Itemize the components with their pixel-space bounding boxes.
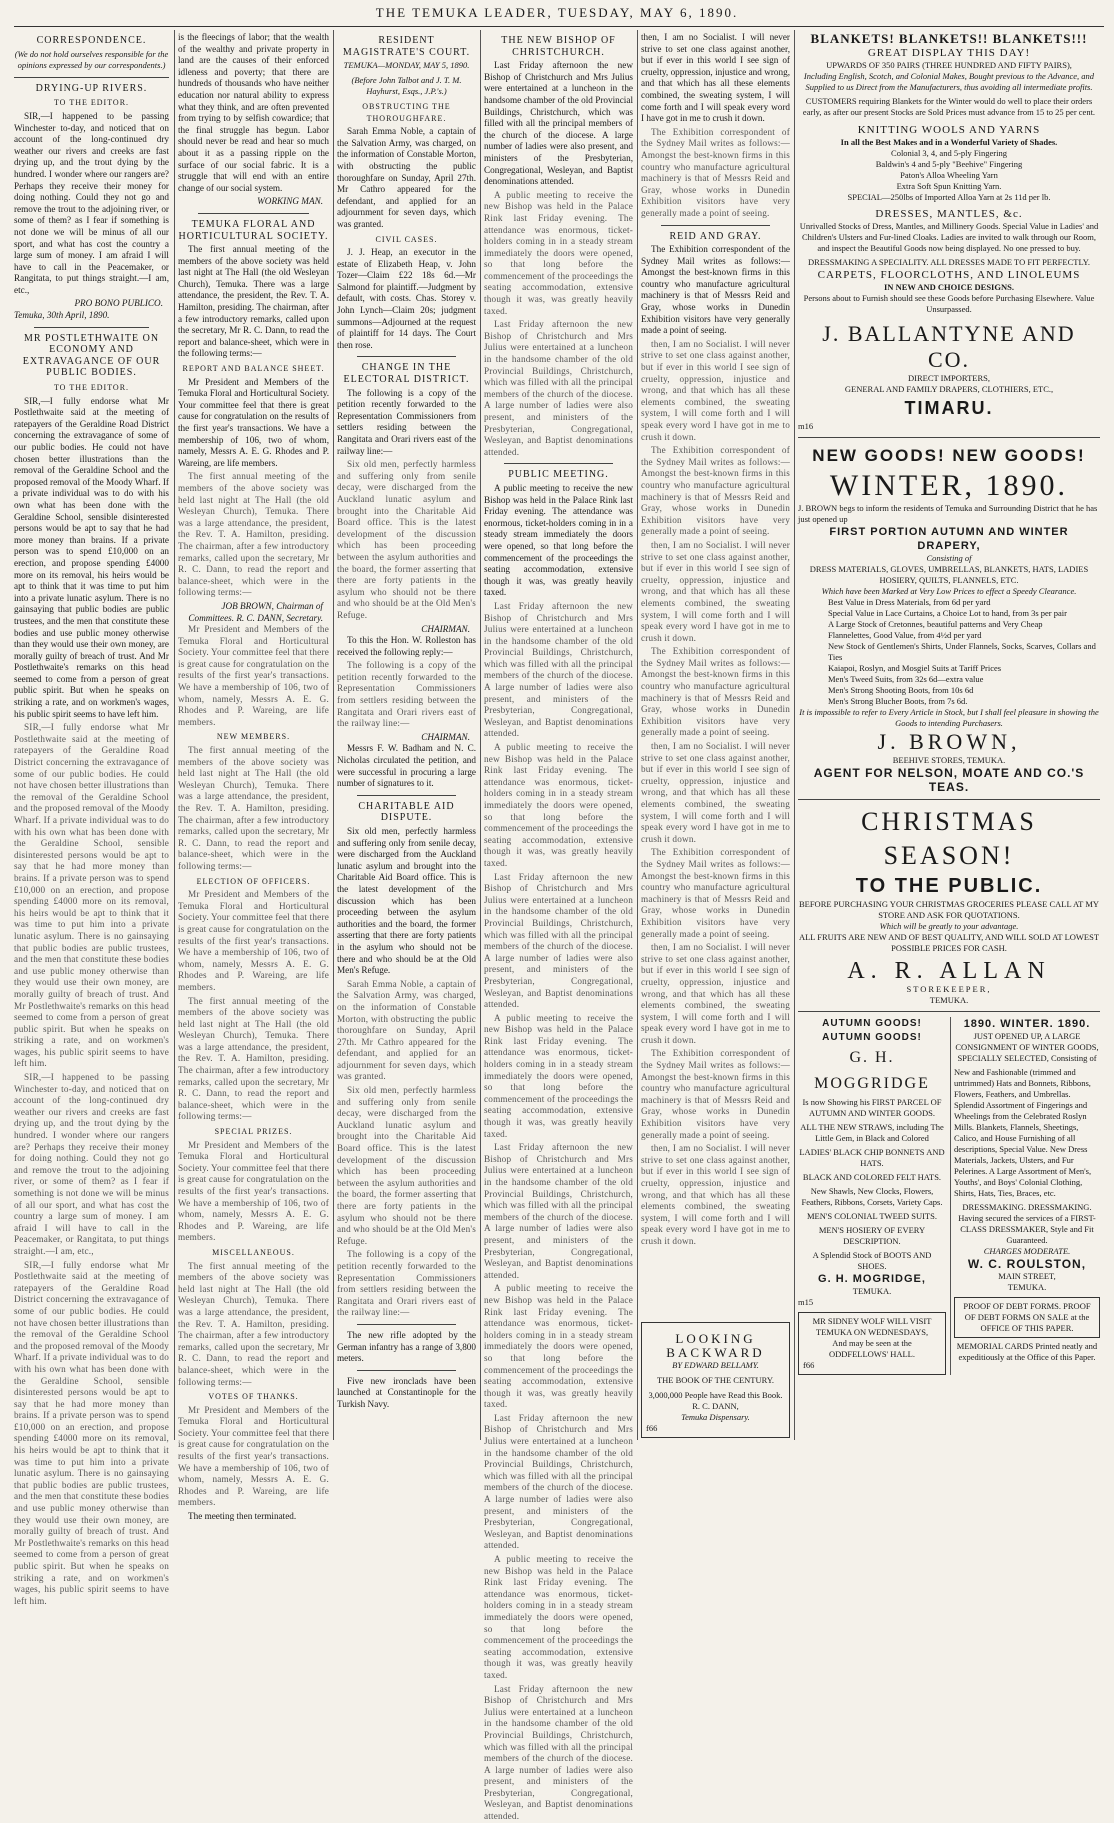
brown-agent: AGENT FOR NELSON, MOATE AND CO.'S TEAS. [813, 766, 1085, 794]
brown-value-item: Men's Strong Blucher Boots, from 7s 6d. [828, 696, 968, 706]
dressmaking-line: DRESSMAKING A SPECIALITY. ALL DRESSES MADE TO FIT PERFECTLY. [808, 257, 1090, 267]
reply-text: The following is a copy of the petition recently forwarded to the Representation Commissioners from settlers residing between the Rangitata and Orari rivers east of the railway line:— [337, 660, 476, 729]
letter-body-continued: SIR,—I fully endorse what Mr Postlethwaite said at the meeting of ratepayers of the Geraldine Road District concerning the extravagance of some of our public bodies. He could not have chosen better illustrations than the removal of the Geraldine School and the proposed removal of the Moody Wharf. If a private individual was to do with his own what has been done with the Geraldine School, sensible disinterested persons would be apt to say that he had more money than brains. If a private person was to spend £10,000 on an erection, and propose spending £4000 more on its removal, his heirs would be apt to think that it was time to put him into a private lunatic asylum. There is no gainsaying that public bodies are public trustees, and the men that constitute these bodies and use public money otherwise than they would use their own money, are morally guilty of breach of trust. And Mr Postlethwaite's remarks on this head seemed to come from a person of great public spirit. But when he speaks on striking a rate, and on workmen's wages, his public spirit seems to have left him. [14, 1259, 169, 1606]
closing-line: The meeting then terminated. [188, 1511, 297, 1522]
divider [661, 225, 770, 226]
roulston-opened: JUST OPENED UP, A LARGE CONSIGNMENT OF WINTER GOODS, SPECIALLY SELECTED, Consisting of [955, 1031, 1099, 1063]
divider [357, 1370, 456, 1371]
brown-value-item: Special Value in Lace Curtains, a Choice Lot to hand, from 3s per pair [828, 608, 1067, 618]
subheading: REPORT AND BALANCE SHEET. [182, 364, 325, 374]
article-body-continued: A public meeting to receive the new Bishop was held in the Palace Rink last Friday evening. The attendance was enormous, ticket-holders coming in in a steady stream immediately the doors were opened, so that long before the commencement of the proceedings the seating accommodation, extensive though it was, was greatly heavily taxed. [484, 742, 633, 868]
article-body-continued: The following is a copy of the petition recently forwarded to the Representation Commissioners from settlers residing between the Rangitata and Orari rivers east of the railway line:— [337, 1249, 476, 1318]
blankets-headline: BLANKETS! BLANKETS!! BLANKETS!!! [810, 31, 1088, 46]
article-body-continued: The Exhibition correspondent of the Sydney Mail writes as follows:—Amongst the best-known firms in this country who manufacture agricultural machinery is that of Messrs Reid and Gray, whose works in Dunedin Exhibition visitors have very generally made a point of seeing. [641, 646, 790, 738]
divider [198, 213, 309, 214]
column-divider [174, 30, 175, 1440]
roulston-charges: CHARGES MODERATE. [983, 1246, 1071, 1256]
wool-item: Colonial 3, 4, and 5-ply Fingering [891, 148, 1007, 158]
brown-value-item: New Stock of Gentlemen's Shirts, Under Flannels, Socks, Scarves, Collars and Ties [828, 641, 1096, 662]
column-correspondence [14, 32, 169, 1606]
section-heading: CORRESPONDENCE. [36, 35, 147, 46]
roulston-secured: Having secured the services of a FIRST-CLASS DRESSMAKER, Style and Fit Guaranteed. [958, 1213, 1096, 1245]
court-bench: (Before John Talbot and J. T. M. Hayhurst, Esqs., J.P.'s.) [351, 74, 462, 97]
wolf-hall: And may be seen at the ODDFELLOWS' HALL. [828, 1338, 916, 1359]
moggridge-straws: ALL THE NEW STRAWS, including The Little Gem, in Black and Colored [800, 1122, 944, 1143]
moggridge-name: G. H. MOGGRIDGE [814, 1049, 930, 1092]
subheading: VOTES OF THANKS. [208, 1392, 299, 1402]
moggridge-hosiery: MEN'S HOSIERY OF EVERY DESCRIPTION. [818, 1225, 926, 1246]
ballantyne-drapers: GENERAL AND FAMILY DRAPERS, CLOTHIERS, ETC., [844, 384, 1054, 394]
brown-name: J. BROWN, [877, 729, 1021, 754]
brown-marked: Which have been Marked at Very Low Prices to effect a Speedy Clearance. [821, 586, 1077, 596]
court-body: Sarah Emma Noble, a captain of the Salvation Army, was charged, on the information of Constable Morton, with obstructing the public thoroughfare on Sunday, April 27th. Mr Cathro appeared for the defendant, and applied for an adjournment for seven days, which was granted. [337, 126, 476, 229]
letter-signature: PRO BONO PUBLICO. [74, 298, 163, 309]
wolf-visit: MR SIDNEY WOLF WILL VISIT TEMUKA ON WEDNESDAYS, [812, 1316, 932, 1337]
carpets-sub: IN NEW AND CHOICE DESIGNS. [884, 282, 1014, 292]
masthead-rule [14, 26, 1104, 27]
brown-value-item: Kaiapoi, Roslyn, and Mosgiel Suits at Tariff Prices [828, 663, 1002, 673]
letter-body-continued: SIR,—I fully endorse what Mr Postlethwaite said at the meeting of ratepayers of the Geraldine Road District concerning the extravagance of some of our public bodies. He could not have chosen better illustrations than the removal of the Geraldine School and the proposed removal of the Moody Wharf. If a private individual was to do with his own what has been done with the Geraldine School, sensible disinterested persons would be apt to say that he had more money than brains. If a private person was to spend £10,000 on an erection, and propose spending £4000 more on its removal, his heirs would be apt to think that it was time to put him into a private lunatic asylum. There is no gainsaying that public bodies are public trustees, and the men that constitute these bodies and use public money otherwise than they would use their own money, are morally guilty of breach of trust. And Mr Postlethwaite's remarks on this head seemed to come from a person of great public spirit. But when he speaks on striking a rate, and on workmen's wages, his public spirit seems to have left him. [14, 722, 169, 1069]
ad-ref: f66 [803, 1360, 815, 1370]
article-body-continued: The Exhibition correspondent of the Sydney Mail writes as follows:—Amongst the best-known firms in this country who manufacture agricultural machinery is that of Messrs Reid and Gray, whose works in Dunedin Exhibition visitors have very generally made a point of seeing. [641, 847, 790, 939]
letter-body: SIR,—I happened to be passing Winchester to-day, and noticed that on account of the long-continued dry weather our rivers and creeks are fast drying up, and the trout dying by the hundred. I wonder where our rangers are? Perhaps they receive their money for doing nothing. Could they not go and remove the trout to the adjoining river, or some of them? as I fear if something is not done we will be minus of all our sport, and what has cost the country a large sum of money. I am afraid I will have to call in the Peacemaker, or Rangitata, to put things straight.—I am, etc., [14, 110, 169, 295]
blankets-display: GREAT DISPLAY THIS DAY! [867, 47, 1031, 59]
divider [14, 77, 169, 78]
brown-value-item: Best Value in Dress Materials, from 6d per yard [828, 597, 991, 607]
reply-signature: CHAIRMAN. [421, 731, 470, 742]
divider [798, 799, 1100, 800]
advert-roulston [950, 1017, 1100, 1375]
winter-headline: WINTER, 1890. [829, 469, 1069, 502]
article-title: CHARITABLE AID DISPUTE. [358, 800, 455, 824]
column-divider [794, 30, 795, 1440]
article-body-continued: The Exhibition correspondent of the Sydney Mail writes as follows:—Amongst the best-known firms in this country who manufacture agricultural machinery is that of Messrs Reid and Gray, whose works in Dunedin Exhibition visitors have very generally made a point of seeing. [641, 445, 790, 537]
blankets-including: Including English, Scotch, and Colonial Makes, Bought previous to the Advance, and Supplied to us Direct from the Manufacturers, thus avoiding all intermediate profits. [803, 71, 1095, 92]
christmas-headline: CHRISTMAS SEASON! [861, 807, 1037, 870]
wool-item: Paton's Alloa Wheeling Yarn [900, 170, 998, 180]
column-divider [637, 30, 638, 1440]
brown-first-portion: FIRST PORTION AUTUMN AND WINTER DRAPERY, [829, 526, 1069, 552]
section-body: The first annual meeting of the members of the above society was held last night at The Hall (the old Wesleyan Church), Temuka. There was a large attendance, the president, the Rev. T. A. Hamilton, presiding. The chairman, after a few introductory remarks, called upon the secretary, Mr R. C. Dann, to read the report and balance-sheet, which were in the following terms:— [178, 1260, 329, 1387]
brown-materials: DRESS MATERIALS, GLOVES, UMBRELLAS, BLANKETS, HATS, LADIES HOSIERY, QUILTS, FLANNELS, ETC. [809, 564, 1089, 585]
ad-seller: R. C. DANN, [692, 1401, 739, 1411]
disclaimer: (We do not hold ourselves responsible for the opinions expressed by our correspondents.) [14, 48, 169, 71]
moggridge-town: TEMUKA. [852, 1286, 892, 1296]
civil-body: J. J. Heap, an executor in the estate of Elizabeth Heap, v. John Tozer—Claim £22 18s 6d.—Mr Salmond for plaintiff.—Judgment by default, with costs. Chas. Storey v. John Lynch—Claim 20s; judgment summons—Adjourned at the request of plaintiff for 14 days. The Court then rose. [337, 247, 476, 350]
article-title: CHANGE IN THE ELECTORAL DISTRICT. [343, 362, 470, 386]
roulston-dressmaking: DRESSMAKING. DRESSMAKING. [962, 1202, 1092, 1212]
debt-forms: PROOF OF DEBT FORMS. PROOF OF DEBT FORMS ON SALE at the OFFICE OF THIS PAPER. [963, 1301, 1091, 1333]
article-continuation: is the fleecings of labor; that the wealth of the wealthy and private property in land are the causes of their enforced idleness and poverty; that there are hundreds of thousands who have neither education nor natural ability to express what they think, and are often prevented from trying to by selfish cowardice; that the final struggle has begun. Labor should never be read and hear so much about it as a passing ripple on the surface of our social fabric. It is a struggle that will end with an entire change of our social system. [178, 32, 329, 193]
petition-thanks: Messrs F. W. Badham and N. C. Nicholas circulated the petition, and were successful in procuring a large number of signatures to it. [337, 743, 476, 789]
ad-seller-place: Temuka Dispensary. [681, 1412, 750, 1422]
ad-title: LOOKING BACKWARD [666, 1331, 765, 1360]
article-title: PUBLIC MEETING. [508, 469, 609, 481]
dresses-headline: DRESSES, MANTLES, &c. [875, 208, 1023, 220]
report-body-continued: Mr President and Members of the Temuka Floral and Horticultural Society. Your committee feel that there is great cause for congratulation on the results of the first year's transactions. We have a membership of 106, two of whom, namely, Messrs A. E. G. Rhodes and P. Wareing, are life members. [178, 624, 329, 727]
article-body-continued: A public meeting to receive the new Bishop was held in the Palace Rink last Friday evening. The attendance was enormous, ticket-holders coming in in a steady stream immediately the doors were opened, so that long before the commencement of the proceedings the seating accommodation, extensive though it was, was greatly heavily taxed. [484, 189, 633, 316]
column-advertisements [798, 32, 1100, 1437]
article-body-continued: Last Friday afternoon the new Bishop of Christchurch and Mrs Julius were entertained at a luncheon in the handsome chamber of the old Provincial Buildings, Christchurch, which was filled with all the principal members of the church of the diocese. A large number of ladies were also present, and ministers of the Presbyterian, Congregational, Wesleyan, and Baptist denominations attended. [484, 1142, 633, 1280]
article-signature: WORKING MAN. [257, 196, 323, 207]
brown-value-item: Men's Tweed Suits, from 32s 6d—extra value [828, 674, 984, 684]
section-body: Mr President and Members of the Temuka Floral and Horticultural Society. Your committee feel that there is great cause for congratulation on the results of the first year's transactions. We have a membership of 106, two of whom, namely, Messrs A. E. G. Rhodes and P. Wareing, are life members. [178, 1404, 329, 1508]
ad-ref: m15 [798, 1297, 814, 1307]
letter-body: SIR,—I fully endorse what Mr Postlethwaite said at the meeting of ratepayers of the Geraldine Road District concerning the extravagance of some of our public bodies. He could not have chosen better illustrations than the removal of the Geraldine School and the proposed removal of the Moody Wharf. If a private individual was to do with his own what has been done with the Geraldine School, sensible disinterested persons would be apt to say that he had more money than brains. If a private person was to spend £10,000 on an erection, and propose spending £4000 more on its removal, his heirs would be apt to think that it was time to put him into a private lunatic asylum. There is no gainsaying that public bodies are public trustees, and the men that constitute these bodies and use public money otherwise than they would use their own money, are morally guilty of breach of trust. And Mr Postlethwaite's remarks on this head seemed to come from a person of great public spirit. But when he speaks on striking a rate, and on workmen's wages, his public spirit seems to have left him. [14, 395, 169, 719]
divider [357, 1324, 456, 1325]
divider [504, 463, 613, 464]
advert-moggridge [798, 1017, 946, 1375]
court-date: TEMUKA—MONDAY, MAY 5, 1890. [343, 60, 470, 71]
brown-value-item: A Large Stock of Cretonnes, beautiful patterns and Very Cheap [828, 619, 1043, 629]
article-title: REID AND GRAY. [669, 230, 762, 242]
ballantyne-name: J. BALLANTYNE AND CO. [822, 321, 1076, 372]
ad-ref: f66 [646, 1423, 658, 1433]
article-body-continued: Sarah Emma Noble, a captain of the Salvation Army, was charged, on the information of Constable Morton, with obstructing the public thoroughfare on Sunday, April 27th. Mr Cathro appeared for the defendant, and applied for an adjournment for seven days, which was granted. [337, 978, 476, 1082]
subheading: CIVIL CASES. [375, 234, 438, 244]
article-continuation: The Exhibition correspondent of the Sydney Mail writes as follows:—Amongst the best-known firms in this country who manufacture agricultural machinery is that of Messrs Reid and Gray, whose works in Dunedin Exhibition visitors have very generally made a point of seeing. [641, 126, 790, 218]
divider [798, 1011, 1100, 1012]
news-item: Five new ironclads have been launched at Constantinople for the Turkish Navy. [337, 1375, 476, 1409]
article-body-continued: Last Friday afternoon the new Bishop of Christchurch and Mrs Julius were entertained at a luncheon in the handsome chamber of the old Provincial Buildings, Christchurch, which was filled with all the principal members of the church of the diocese. A large number of ladies were also present, and ministers of the Presbyterian, Congregational, Wesleyan, and Baptist denominations attended. [484, 1412, 633, 1551]
ballantyne-importers: DIRECT IMPORTERS, [908, 373, 990, 383]
memorial-cards: MEMORIAL CARDS Printed neatly and expeditiously at the Office of this Paper. [956, 1341, 1098, 1362]
column-court [337, 32, 476, 1437]
roulston-street: MAIN STREET, [998, 1271, 1056, 1281]
blankets-upwards: UPWARDS OF 350 PAIRS (THREE HUNDRED AND FIFTY PAIRS), [826, 60, 1072, 70]
article-body-continued: A public meeting to receive the new Bishop was held in the Palace Rink last Friday evening. The attendance was enormous, ticket-holders coming in in a steady stream immediately the doors were opened, so that long before the commencement of the proceedings the seating accommodation, extensive though it was, was greatly heavily taxed. [484, 1283, 633, 1410]
article-body: The Exhibition correspondent of the Sydney Mail writes as follows:—Amongst the best-known firms in this country who manufacture agricultural machinery is that of Messrs Reid and Gray, whose works in Dunedin Exhibition visitors have very generally made a point of seeing. [641, 244, 790, 336]
column-divider [333, 30, 334, 1440]
report-signed: JOB BROWN, Chairman of Committees. R. C. DANN, Secretary. [188, 600, 323, 623]
article-body: The first annual meeting of the members of the above society was held last night at The Hall (the old Wesleyan Church), Temuka. There was a large attendance, the president, the Rev. T. A. Hamilton, presiding. The chairman, after a few introductory remarks, called upon the secretary, Mr R. C. Dann, to read the report and balance-sheet, which were in the following terms:— [178, 244, 329, 359]
section-body: Mr President and Members of the Temuka Floral and Horticultural Society. Your committee feel that there is great cause for congratulation on the results of the first year's transactions. We have a membership of 106, two of whom, namely, Messrs A. E. G. Rhodes and P. Wareing, are life members. [178, 889, 329, 992]
divider [798, 437, 1100, 438]
dresses-text: Unrivalled Stocks of Dress, Mantles, and Millinery Goods. Special Value in Ladies' and Children's Ulsters and Fur-lined Cloaks. Ladies are invited to walk through our Room, and inspect the Beautiful Goods now being displayed. No one pressed to buy. [799, 221, 1099, 253]
roulston-name: W. C. ROULSTON, [967, 1257, 1087, 1271]
column-bishop [484, 32, 633, 1822]
moggridge-boots: A Splendid Stock of BOOTS AND SHOES. [812, 1250, 932, 1271]
article-title: THE NEW BISHOP OF CHRISTCHURCH. [501, 35, 616, 58]
brown-stores: BEEHIVE STORES, TEMUKA. [892, 755, 1006, 765]
ad-readers: 3,000,000 People have Read this Book. [648, 1390, 783, 1400]
brown-value-item: Men's Strong Shooting Boots, from 10s 6d [828, 685, 974, 695]
petition-text: Six old men, perfectly harmless and suffering only from senile decay, were discharged from the Auckland lunatic asylum and brought into the Charitable Aid Board office. This is the latest development of the discussion which has been proceeding between the asylum authorities and the board, the former asserting that there are forty patients in the asylum who should not be there and who should be at the Old Men's Refuge. [337, 459, 476, 620]
letter-body-continued: SIR,—I happened to be passing Winchester to-day, and noticed that on account of the long-continued dry weather our rivers and creeks are fast drying up, and the trout dying by the hundred. I wonder where our rangers are? Perhaps they receive their money for doing nothing. Could they not go and remove the trout to the adjoining river, or some of them? as I fear if something is not done we will be minus of all our sport, and what has cost the country a large sum of money. I am afraid I will have to call in the Peacemaker, or Rangitata, to put things straight.—I am, etc., [14, 1072, 169, 1256]
divider [357, 795, 456, 796]
article-body-continued: Last Friday afternoon the new Bishop of Christchurch and Mrs Julius were entertained at a luncheon in the handsome chamber of the old Provincial Buildings, Christchurch, which was filled with all the principal members of the church of the diocese. A large number of ladies were also present, and ministers of the Presbyterian, Congregational, Wesleyan, and Baptist denominations attended. [484, 600, 633, 739]
article-body-continued: Last Friday afternoon the new Bishop of Christchurch and Mrs Julius were entertained at a luncheon in the handsome chamber of the old Provincial Buildings, Christchurch, which was filled with all the principal members of the church of the diocese. A large number of ladies were also present, and ministers of the Presbyterian, Congregational, Wesleyan, and Baptist denominations attended. [484, 871, 633, 1010]
article-body-continued: then, I am no Socialist. I will never strive to set one class against another, but if ever in this world I see sign of cruelty, oppression, injustice and wrong, and that which has all these elements combined, the sweating system, I will come forth and I will speak every word I have got in me to crush it down. [641, 1143, 790, 1246]
allan-name: A. R. ALLAN [847, 958, 1051, 984]
subheading: OBSTRUCTING THE THOROUGHFARE. [362, 101, 451, 123]
article-body-continued: then, I am no Socialist. I will never strive to set one class against another, but if ever in this world I see sign of cruelty, oppression, injustice and wrong, and that which has all these elements combined, the sweating system, I will come forth and I will speak every word I have got in me to crush it down. [641, 539, 790, 643]
christmas-fruits: ALL FRUITS ARE NEW AND OF BEST QUALITY, AND WILL SOLD AT LOWEST POSSIBLE PRICES FOR CASH. [798, 932, 1100, 953]
moggridge-tweed: MEN'S COLONIAL TWEED SUITS. [807, 1211, 937, 1221]
article-body-continued: A public meeting to receive the new Bishop was held in the Palace Rink last Friday evening. The attendance was enormous, ticket-holders coming in in a steady stream immediately the doors were opened, so that long before the commencement of the proceedings the seating accommodation, extensive though it was, was greatly heavily taxed. [484, 1012, 633, 1139]
moggridge-felt: BLACK AND COLORED FELT HATS. [802, 1172, 942, 1182]
column-divider [480, 30, 481, 1440]
wool-special: SPECIAL—250lbs of Imported Alloa Yarn at 2s 11d per lb. [847, 192, 1051, 202]
column-society [178, 32, 329, 1522]
letter-title: DRYING-UP RIVERS. [35, 82, 148, 94]
moggridge-bonnets: LADIES' BLACK CHIP BONNETS AND HATS. [799, 1147, 945, 1168]
article-title: RESIDENT MAGISTRATE'S COURT. [342, 35, 471, 58]
brown-value-item: Flannelettes, Good Value, from 4½d per yard [828, 630, 982, 640]
article-body: Last Friday afternoon the new Bishop of Christchurch and Mrs Julius were entertained at a luncheon in the handsome chamber of the old Provincial Buildings, Christchurch, which was filled with all the principal members of the church of the diocese. A large number of ladies were also present, and ministers of the Presbyterian, Congregational, Wesleyan, and Baptist denominations attended. [484, 60, 633, 187]
allan-town: TEMUKA. [929, 995, 969, 1005]
topublic-headline: TO THE PUBLIC. [855, 875, 1043, 897]
letter-title: MR POSTLETHWAITE ON ECONOMY AND EXTRAVAGANCE OF OUR PUBLIC BODIES. [22, 332, 161, 379]
article-body: The following is a copy of the petition recently forwarded to the Representation Commissioners from settlers residing between the Rangitata and Orari rivers east of the railway line:— [337, 387, 476, 456]
brown-impossible: It is impossible to refer to Every Article in Stock, but I shall feel pleasure in showing the Goods to intending Purchasers. [799, 707, 1099, 728]
brown-consisting: Consisting of [926, 553, 972, 563]
article-body-continued: Last Friday afternoon the new Bishop of Christchurch and Mrs Julius were entertained at a luncheon in the handsome chamber of the old Provincial Buildings, Christchurch, which was filled with all the principal members of the church of the diocese. A large number of ladies were also present, and ministers of the Presbyterian, Congregational, Wesleyan, and Baptist denominations attended. [484, 1683, 633, 1822]
report-body-continued: The first annual meeting of the members of the above society was held last night at The Hall (the old Wesleyan Church), Temuka. There was a large attendance, the president, the Rev. T. A. Hamilton, presiding. The chairman, after a few introductory remarks, called upon the secretary, Mr R. C. Dann, to read the report and balance-sheet, which were in the following terms:— [178, 471, 329, 598]
subheading: SPECIAL PRIZES. [214, 1127, 293, 1137]
reply-intro: To this the Hon. W. Rolleston has received the following reply:— [337, 635, 476, 657]
christmas-advantage: Which will be greatly to your advantage. [879, 921, 1019, 931]
article-body-continued: A public meeting to receive the new Bishop was held in the Palace Rink last Friday evening. The attendance was enormous, ticket-holders coming in in a steady stream immediately the doors were opened, so that long before the commencement of the proceedings the seating accommodation, extensive though it was, was greatly heavily taxed. [484, 1554, 633, 1680]
ad-tagline: THE BOOK OF THE CENTURY. [656, 1375, 775, 1385]
subheading: MISCELLANEOUS. [212, 1247, 295, 1257]
petition-signature: CHAIRMAN. [421, 623, 470, 634]
winter-1890-headline: 1890. WINTER. 1890. [963, 1018, 1091, 1030]
carpets-headline: CARPETS, FLOORCLOTHS, AND LINOLEUMS [817, 269, 1081, 281]
article-continuation: then, I am no Socialist. I will never strive to set one class against another, but if ever in this world I see sign of cruelty, oppression, injustice and wrong, and that which has all these elements combined, the sweating system, I will come forth and I will speak every word I have got in me to crush it down. [641, 32, 790, 124]
letter-place-date: Temuka, 30th April, 1890. [14, 310, 110, 321]
advert-looking-backward [641, 1322, 790, 1438]
report-body: Mr President and Members of the Temuka Floral and Horticultural Society. Your committee feel that there is great cause for congratulation on the results of the first year's transactions. We have a membership of 106, two of whom, namely, Messrs A. E. G. Rhodes and P. Wareing, are life members. [178, 376, 329, 468]
article-body-continued: The Exhibition correspondent of the Sydney Mail writes as follows:—Amongst the best-known firms in this country who manufacture agricultural machinery is that of Messrs Reid and Gray, whose works in Dunedin Exhibition visitors have very generally made a point of seeing. [641, 1048, 790, 1140]
moggridge-signature: G. H. MOGRIDGE, [818, 1273, 926, 1285]
subheading: ELECTION OF OFFICERS. [196, 876, 311, 886]
blankets-customers: CUSTOMERS requiring Blankets for the Winter would do well to place their orders early, as after our present Stocks are Sold Prices must advance from 15 to 25 per cent. [802, 96, 1096, 117]
section-body: The first annual meeting of the members of the above society was held last night at The Hall (the old Wesleyan Church), Temuka. There was a large attendance, the president, the Rev. T. A. Hamilton, presiding. The chairman, after a few introductory remarks, called upon the secretary, Mr R. C. Dann, to read the report and balance-sheet, which were in the following terms:— [178, 995, 329, 1122]
wool-item: Extra Soft Spun Knitting Yarn. [896, 181, 1002, 191]
section-body: The first annual meeting of the members of the above society was held last night at The Hall (the old Wesleyan Church), Temuka. There was a large attendance, the president, the Rev. T. A. Hamilton, presiding. The chairman, after a few introductory remarks, called upon the secretary, Mr R. C. Dann, to read the report and balance-sheet, which were in the following terms:— [178, 745, 329, 871]
divider [357, 356, 456, 357]
article-body: A public meeting to receive the new Bishop was held in the Palace Rink last Friday evening. The attendance was enormous, ticket-holders coming in in a steady stream immediately the doors were opened, so that long before the commencement of the proceedings the seating accommodation, extensive though it was, was greatly heavily taxed. [484, 482, 633, 598]
roulston-items: New and Fashionable (trimmed and untrimmed) Hats and Bonnets, Ribbons, Flowers, Feathers, and Umbrellas. Splendid Assortment of Fingerings and Wheelings from the Celebrated Roslyn Mills. Blankets, Flannels, Sheetings, Calico, and House Furnishing of all descriptions, Special Value. New Dress Materials, Jackets, Ulsters, and Fur Pelerines. A Large Assortment of Men's, Youths', and Boys' Colonial Clothing, Shirts, Hats, Ties, Braces, etc. [953, 1067, 1092, 1198]
ad-ref: m16 [798, 421, 814, 431]
christmas-before: BEFORE PURCHASING YOUR CHRISTMAS GROCERIES PLEASE CALL AT MY STORE AND ASK FOR QUOTATIONS. [798, 899, 1100, 920]
article-body-continued: then, I am no Socialist. I will never strive to set one class against another, but if ever in this world I see sign of cruelty, oppression, injustice and wrong, and that which has all these elements combined, the sweating system, I will come forth and I will speak every word I have got in me to crush it down. [641, 338, 790, 442]
brown-intro: J. BROWN begs to inform the residents of Temuka and Surrounding District that he has just opened up [798, 503, 1098, 524]
moggridge-showing: Is now Showing his FIRST PARCEL OF AUTUMN AND WINTER GOODS. [802, 1097, 942, 1118]
knitting-headline: KNITTING WOOLS AND YARNS [857, 124, 1041, 136]
wool-item: Baldwin's 4 and 5-ply "Beehive" Fingering [875, 159, 1023, 169]
roulston-town: TEMUKA. [1007, 1282, 1047, 1292]
newgoods-headline: NEW GOODS! NEW GOODS! [812, 446, 1086, 465]
section-body: Mr President and Members of the Temuka Floral and Horticultural Society. Your committee feel that there is great cause for congratulation on the results of the first year's transactions. We have a membership of 106, two of whom, namely, Messrs A. E. G. Rhodes and P. Wareing, are life members. [178, 1139, 329, 1243]
knitting-sub: In all the Best Makes and in a Wonderful Variety of Shades. [840, 137, 1058, 147]
letter-addressee: TO THE EDITOR. [53, 98, 130, 108]
article-body: Six old men, perfectly harmless and suffering only from senile decay, were discharged from the Auckland lunatic asylum and brought into the Charitable Aid Board office. This is the latest development of the discussion which has been proceeding between the asylum authorities and the board, the former asserting that there are forty patients in the asylum who should not be there and who should be at the Old Men's Refuge. [337, 826, 476, 976]
allan-storekeeper: STOREKEEPER, [906, 984, 992, 994]
ballantyne-town: TIMARU. [904, 398, 994, 418]
article-body-continued: then, I am no Socialist. I will never strive to set one class against another, but if ever in this world I see sign of cruelty, oppression, injustice and wrong, and that which has all these elements combined, the sweating system, I will come forth and I will speak every word I have got in me to crush it down. [641, 942, 790, 1045]
news-item: The new rifle adopted by the German infantry has a range of 3,800 meters. [337, 1329, 476, 1364]
article-body-continued: Last Friday afternoon the new Bishop of Christchurch and Mrs Julius were entertained at a luncheon in the handsome chamber of the old Provincial Buildings, Christchurch, which was filled with all the principal members of the church of the diocese. A large number of ladies were also present, and ministers of the Presbyterian, Congregational, Wesleyan, and Baptist denominations attended. [484, 319, 633, 457]
ad-author: BY EDWARD BELLAMY. [672, 1360, 759, 1370]
carpets-persons: Persons about to Furnish should see these Goods before Purchasing Elsewhere. Value Unsurpassed. [803, 293, 1095, 314]
masthead: THE TEMUKA LEADER, TUESDAY, MAY 6, 1890. [375, 5, 739, 20]
column-speech [641, 32, 790, 1437]
subheading: NEW MEMBERS. [216, 732, 291, 742]
moggridge-shawls: New Shawls, New Clocks, Flowers, Feathers, Ribbons, Corsets, Variety Caps. [801, 1186, 943, 1207]
article-title: TEMUKA FLORAL AND HORTICULTURAL SOCIETY. [178, 218, 329, 242]
article-body-continued: then, I am no Socialist. I will never strive to set one class against another, but if ever in this world I see sign of cruelty, oppression, injustice and wrong, and that which has all these elements combined, the sweating system, I will come forth and I will speak every word I have got in me to crush it down. [641, 741, 790, 844]
autumn-headline: AUTUMN GOODS! AUTUMN GOODS! [822, 1018, 922, 1043]
divider [34, 327, 149, 328]
article-body-continued: Six old men, perfectly harmless and suffering only from senile decay, were discharged from the Auckland lunatic asylum and brought into the Charitable Aid Board office. This is the latest development of the discussion which has been proceeding between the asylum authorities and the board, the former asserting that there are forty patients in the asylum who should not be there and who should be at the Old Men's Refuge. [337, 1085, 476, 1246]
letter-addressee: TO THE EDITOR. [53, 383, 130, 393]
